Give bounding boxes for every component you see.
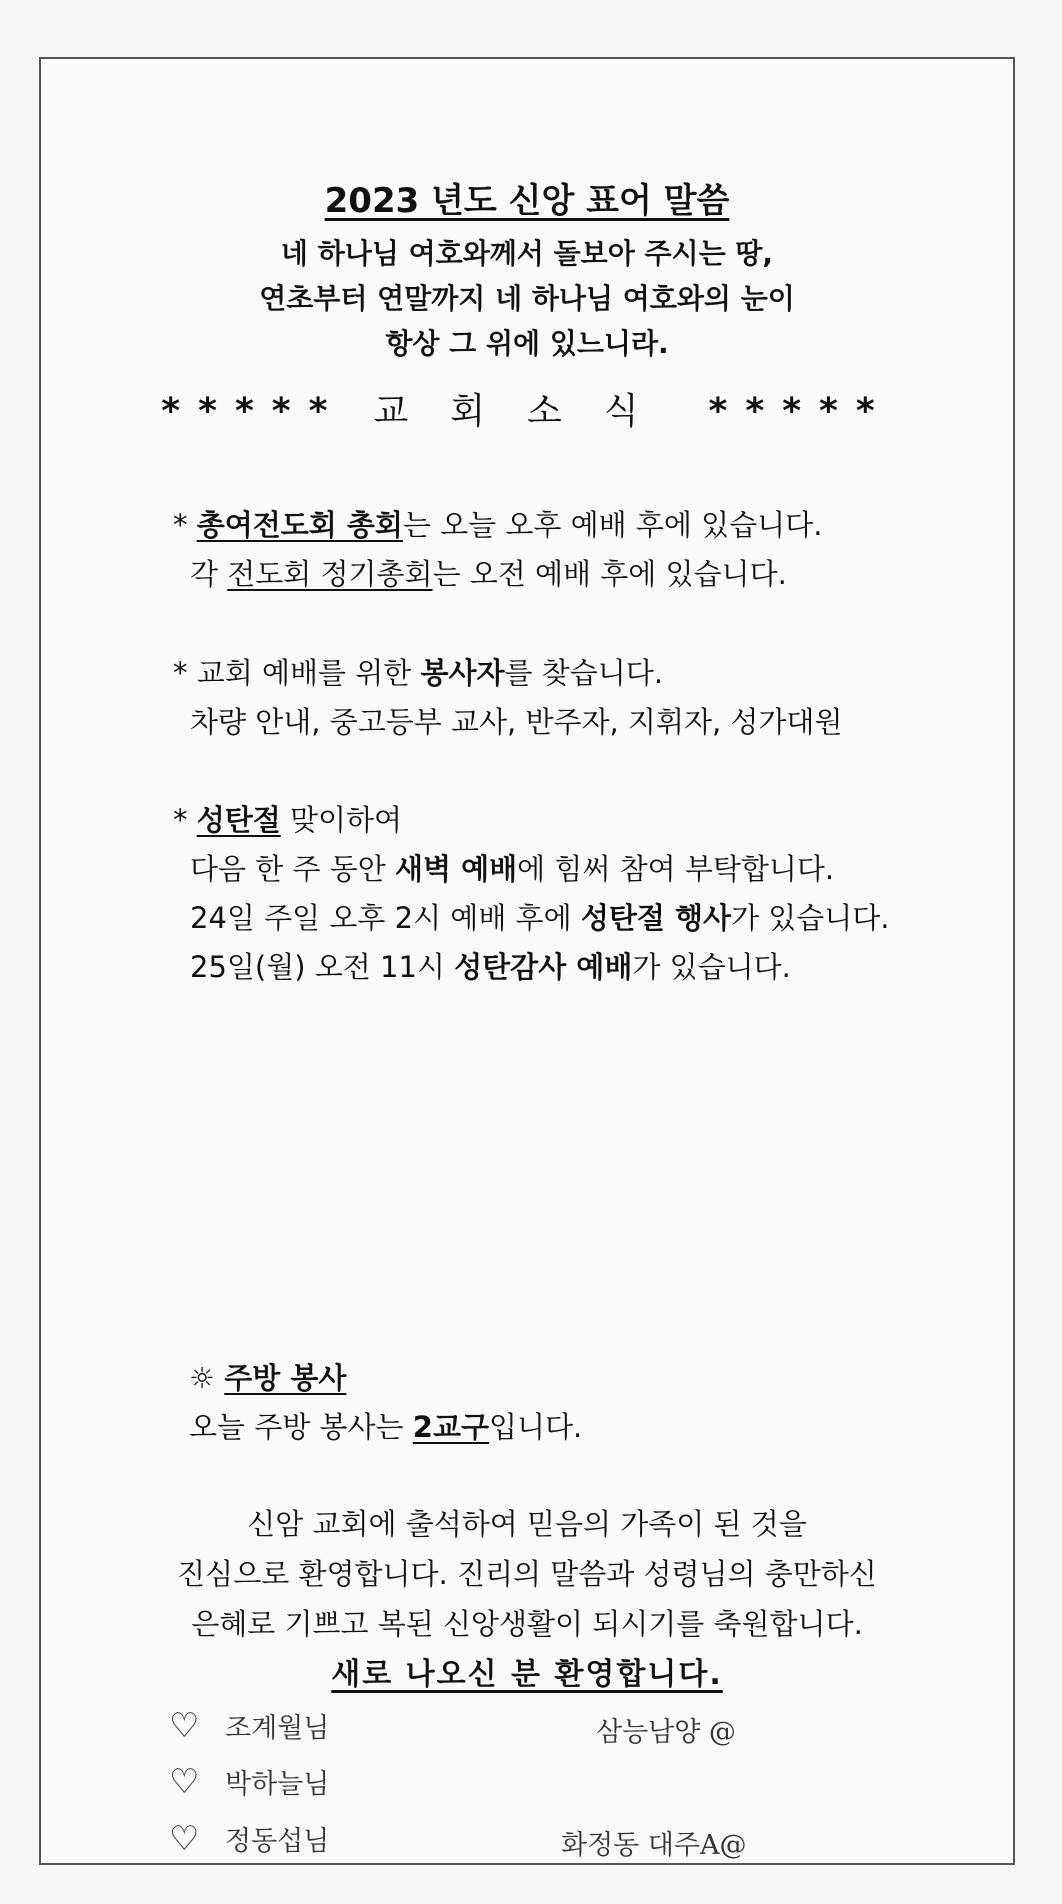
newcomer-location: 삼능남양 @ (596, 1717, 736, 1748)
notice-kitchen-service: ☼ 주방 봉사 오늘 주방 봉사는 2교구입니다. (189, 1361, 583, 1444)
verse-line: 항상 그 위에 있느니라. (385, 327, 669, 360)
newcomer-name: 정동섭님 (225, 1826, 330, 1857)
newcomer-location: 화정동 대주A@ (561, 1830, 747, 1861)
welcome-message: 신암 교회에 출석하여 믿음의 가족이 된 것을 진심으로 환영합니다. 진리의 말씀과 성령님의 충만하신 은혜로 기쁘고 복된 신앙생활이 되시기를 축원합니다. (177, 1507, 877, 1641)
heart-icon: ♡ (169, 1819, 200, 1859)
newcomers-title: 새로 나오신 분 환영합니다. (331, 1657, 723, 1692)
bulletin-frame (39, 57, 1015, 1865)
newcomer-name: 박하늘님 (225, 1769, 330, 1800)
motto-verse (41, 231, 1013, 366)
newcomer-row (169, 1762, 329, 1802)
heart-icon: ♡ (169, 1762, 200, 1802)
notice-volunteers: * 교회 예배를 위한 봉사자를 찾습니다. 차량 안내, 중고등부 교사, 반주자, 지휘자, 성가대원 (173, 656, 843, 739)
newcomer-name: 조계월님 (225, 1713, 330, 1744)
notice-christmas: * 성탄절 맞이하여 다음 한 주 동안 새벽 예배에 힘써 참여 부탁합니다. 24일 주일 오후 2시 예배 후에 성탄절 행사가 있습니다. 25일(월) 오전 11시 성탄감사 예배가 있습니다. (173, 803, 890, 984)
church-news-heading: ***** 교회소식 ***** (161, 391, 893, 432)
motto-title: 2023 년도 신앙 표어 말씀 (324, 181, 730, 221)
notice-general-meeting: * 총여전도회 총회는 오늘 오후 예배 후에 있습니다. 각 전도회 정기총회는 오전 예배 후에 있습니다. (173, 508, 823, 591)
newcomer-row (169, 1819, 329, 1859)
sun-icon: ☼ (189, 1361, 225, 1395)
verse-line: 네 하나님 여호와께서 돌보아 주시는 땅, (280, 237, 774, 270)
heart-icon: ♡ (169, 1706, 200, 1746)
newcomer-row (169, 1706, 329, 1746)
verse-line: 연초부터 연말까지 네 하나님 여호와의 눈이 (259, 282, 795, 315)
